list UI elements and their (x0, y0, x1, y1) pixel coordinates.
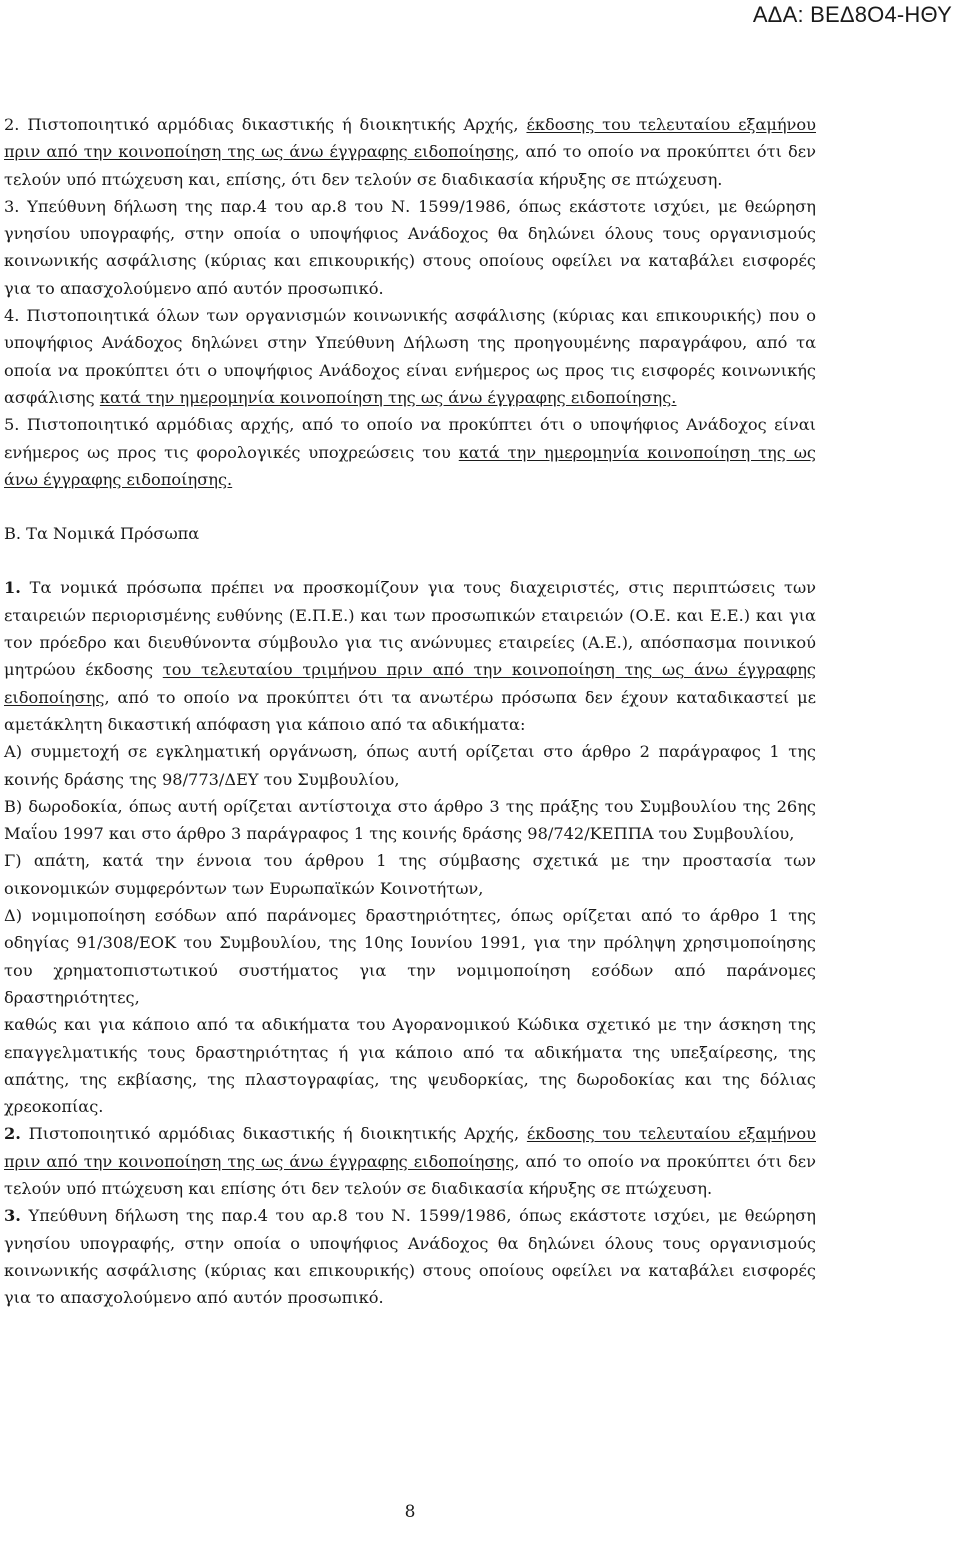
section-b-item-2: 2. Πιστοποιητικό αρμόδιας δικαστικής ή διοικητικής Αρχής, έκδοσης του τελευταίου εξαμήνου πριν από την κοινοποίηση της ως άνω έγγραφης ειδοποίησης, από το οποίο να προκύπτει ότι δεν τελούν υπό πτώχευση και επίσης ότι δεν τελούν σε διαδικασία κήρυξης σε πτώχευση. (4, 1124, 816, 1198)
offence-b: Β) δωροδοκία, όπως αυτή ορίζεται αντίστοιχα στο άρθρο 3 της πράξης του Συμβουλίου της 26ης Μαΐου 1997 και στο άρθρο 3 παράγραφος 1 της κοινής δράσης 98/742/ΚΕΠΠΑ του Συμβουλίου, (4, 796, 816, 844)
spacer (4, 547, 816, 574)
section-b-item-3: 3. Υπεύθυνη δήλωση της παρ.4 του αρ.8 του Ν. 1599/1986, όπως εκάστοτε ισχύει, με θεώρηση γνησίου υπογραφής, στην οποία ο υποψήφιος Ανάδοχος θα δηλώνει όλους τους οργανισμούς κοινωνικής ασφάλισης (κύριας και επικουρικής) στους οποίους οφείλει να καταβάλει εισφορές για το απασχολούμενο από αυτόν προσωπικό. (4, 1206, 816, 1308)
page-number: 8 (404, 1502, 416, 1522)
section-a-item-5: 5. Πιστοποιητικό αρμόδιας αρχής, από το οποίο να προκύπτει ότι ο υποψήφιος Ανάδοχος είναι ενήμερος ως προς τις φορολογικές υποχρεώσεις του κατά την ημερομηνία κοινοποίηση της ως άνω έγγραφης ειδοποίησης. (4, 415, 816, 489)
spacer (4, 493, 816, 520)
offence-a: Α) συμμετοχή σε εγκληματική οργάνωση, όπως αυτή ορίζεται στο άρθρο 2 παράγραφος 1 της κοινής δράσης της 98/773/ΔΕΥ του Συμβουλίου, (4, 742, 816, 789)
section-a-item-2: 2. Πιστοποιητικό αρμόδιας δικαστικής ή διοικητικής Αρχής, έκδοσης του τελευταίου εξαμήνου πριν από την κοινοποίηση της ως άνω έγγραφης ειδοποίησης, από το οποίο να προκύπτει ότι δεν τελούν υπό πτώχευση και, επίσης, ότι δεν τελούν σε διαδικασία κήρυξης σε πτώχευση. (4, 115, 816, 189)
section-a-item-4: 4. Πιστοποιητικά όλων των οργανισμών κοινωνικής ασφάλισης (κύριας και επικουρικής) που ο υποψήφιος Ανάδοχος δηλώνει στην Υπεύθυνη Δήλωση της προηγουμένης παραγράφου, από τα οποία να προκύπτει ότι ο υποψήφιος Ανάδοχος είναι ενήμερος ως προς τις εισφορές κοινωνικής ασφάλισης κατά την ημερομηνία κοινοποίηση της ως άνω έγγραφης ειδοποίησης. (4, 306, 816, 407)
section-b-heading: Β. Τα Νομικά Πρόσωπα (4, 524, 200, 544)
section-b-item-1: 1. Τα νομικά πρόσωπα πρέπει να προσκομίζουν για τους διαχειριστές, στις περιπτώσεις των εταιρειών περιορισμένης ευθύνης (Ε.Π.Ε.) και των προσωπικών εταιρειών (Ο.Ε. και Ε.Ε.) και για τον πρόεδρο και διευθύνοντα σύμβουλο για τις ανώνυμες εταιρείες (Α.Ε.), απόσπασμα ποινικού μητρώου έκδοσης του τελευταίου τριμήνου πριν από την κοινοποίηση της ως άνω έγγραφης ειδοποίησης, από το οποίο να προκύπτει ότι τα ανωτέρω πρόσωπα δεν έχουν καταδικαστεί με αμετάκλητη δικαστική απόφαση για κάποιο από τα αδικήματα: (4, 578, 816, 734)
offence-c: Γ) απάτη, κατά την έννοια του άρθρου 1 της σύμβασης σχετικά με την προστασία των οικονομικών συμφερόντων των Ευρωπαϊκών Κοινοτήτων, (4, 851, 816, 898)
document-body (4, 111, 816, 1311)
ada-code: ΑΔΑ: ΒΕΔ8Ο4-ΗΘΥ (752, 2, 952, 27)
section-a-item-3: 3. Υπεύθυνη δήλωση της παρ.4 του αρ.8 του Ν. 1599/1986, όπως εκάστοτε ισχύει, με θεώρηση γνησίου υπογραφής, στην οποία ο υποψήφιος Ανάδοχος θα δηλώνει όλους τους οργανισμούς κοινωνικής ασφάλισης (κύριας και επικουρικής) στους οποίους οφείλει να καταβάλει εισφορές για το απασχολούμενο από αυτόν προσωπικό. (4, 196, 816, 298)
offence-other: καθώς και για κάποιο από τα αδικήματα του Αγορανομικού Κώδικα σχετικό με την άσκηση της επαγγελματικής τους δραστηριότητας ή για κάποιο από τα αδικήματα της υπεξαίρεσης, της απάτης, της εκβίασης, της πλαστογραφίας, της ψευδορκίας, της δωροδοκίας και της δόλιας χρεοκοπίας. (4, 1015, 816, 1117)
offence-d: Δ) νομιμοποίηση εσόδων από παράνομες δραστηριότητες, όπως ορίζεται από το άρθρο 1 της οδηγίας 91/308/ΕΟΚ του Συμβουλίου, της 10ης Ιουνίου 1991, για την πρόληψη χρησιμοποίησης του χρηματοπιστωτικού συστήματος για την νομιμοποίηση εσόδων από παράνομες δραστηριότητες, (4, 906, 816, 1007)
